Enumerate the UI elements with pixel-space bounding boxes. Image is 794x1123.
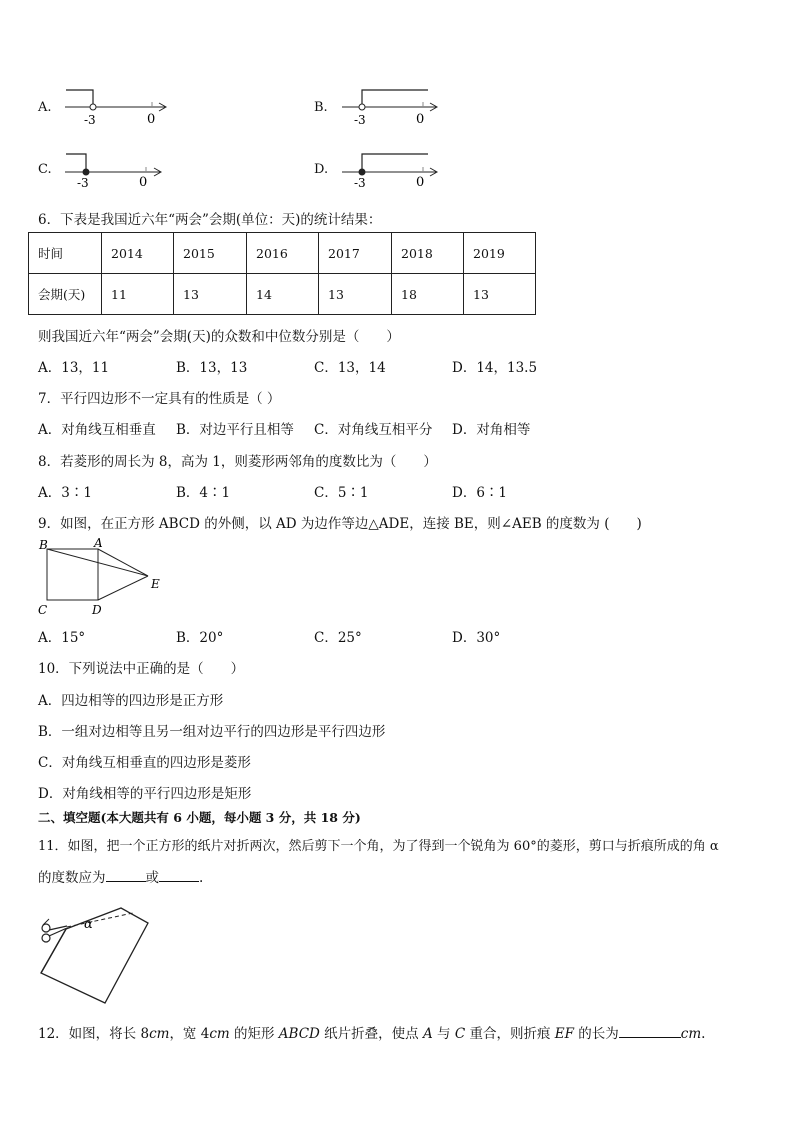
q12-text: ，宽 4: [169, 1026, 210, 1042]
angle-alpha-label: α: [84, 917, 93, 932]
table-row: [29, 274, 536, 315]
section-heading: 二、填空题(本大题共有 6 小题，每小题 3 分，共 18 分): [38, 810, 361, 825]
q11-line2-prefix: 的度数应为: [38, 870, 106, 886]
q7-option-d: D．对角相等: [452, 422, 531, 438]
table-cell: 13: [464, 274, 536, 315]
q12-text: 与: [432, 1026, 455, 1042]
table-cell: 2018: [392, 233, 464, 274]
q6-option-d: D．14，13.5: [452, 360, 538, 376]
scissors-icon: [42, 919, 67, 942]
q6-option-b: B．13，13: [176, 360, 248, 376]
q10-stem: 10．下列说法中正确的是（ ）: [38, 661, 245, 677]
table-row: [29, 233, 536, 274]
q6-option-a: A．13，11: [38, 360, 110, 376]
q12-text: .: [701, 1026, 706, 1042]
q11-folded-paper-figure: [33, 895, 158, 1010]
point-label-e: E: [151, 577, 160, 591]
q10-option-d: D．对角线相等的平行四边形是矩形: [38, 786, 252, 802]
q8-option-a: A．3∶1: [38, 485, 92, 501]
q7-option-c: C．对角线互相平分: [314, 422, 433, 438]
q12-unit: cm: [680, 1026, 702, 1042]
q9-option-d: D．30°: [452, 630, 501, 646]
q12-unit: cm: [209, 1026, 230, 1042]
q9-option-a: A．15°: [38, 630, 86, 646]
q12-rect-name: ABCD: [278, 1026, 320, 1042]
tick-label-right: 0: [147, 112, 156, 127]
answer-blank[interactable]: [619, 1025, 681, 1038]
q10-option-a: A．四边相等的四边形是正方形: [38, 693, 224, 709]
q5-option-d-letter: D.: [314, 162, 329, 177]
q11-line2-suffix: .: [199, 870, 204, 886]
q12-text: 12．如图，将长 8: [38, 1026, 150, 1042]
q8-option-c: C．5∶1: [314, 485, 369, 501]
q11-line2-mid: 或: [145, 870, 159, 886]
table-cell: 会期(天): [29, 274, 102, 315]
number-line-c: [60, 147, 175, 192]
q12-crease: EF: [554, 1026, 574, 1042]
q9-square-figure: [30, 534, 170, 620]
tick-label-right: 0: [416, 175, 425, 190]
q8-stem: 8．若菱形的周长为 8，高为 1，则菱形两邻角的度数比为（ ）: [38, 454, 437, 470]
q11-line1: 11．如图，把一个正方形的纸片对折两次，然后剪下一个角，为了得到一个锐角为 60°的菱形，剪口与折痕所成的角 α: [38, 839, 719, 854]
table-cell: 2019: [464, 233, 536, 274]
q12-point-c: C: [454, 1026, 466, 1042]
table-cell: 时间: [29, 233, 102, 274]
number-line-d: [338, 147, 448, 192]
table-cell: 13: [174, 274, 247, 315]
q9-option-c: C．25°: [314, 630, 362, 646]
tick-label-left: -3: [77, 176, 89, 190]
q7-option-a: A．对角线互相垂直: [38, 422, 156, 438]
answer-blank[interactable]: [159, 869, 199, 882]
q12-unit: cm: [149, 1026, 170, 1042]
table-cell: 2014: [102, 233, 174, 274]
closed-point: [359, 169, 365, 175]
q12-text: 重合，则折痕: [465, 1026, 555, 1042]
open-point: [90, 104, 96, 110]
q10-option-b: B．一组对边相等且另一组对边平行的四边形是平行四边形: [38, 724, 386, 740]
tick-label-right: 0: [416, 112, 425, 127]
q12-text: 的长为: [573, 1026, 619, 1042]
tick-label-right: 0: [139, 175, 148, 190]
cut-line: [67, 913, 133, 927]
point-label-c: C: [38, 603, 48, 617]
q6-question: 则我国近六年“两会”会期(天)的众数和中位数分别是（ ）: [38, 329, 400, 345]
table-cell: 11: [102, 274, 174, 315]
q11-line2: [38, 866, 203, 886]
tick-label-left: -3: [354, 113, 366, 127]
q12-point-a: A: [422, 1026, 433, 1042]
number-line-a: [60, 85, 175, 130]
answer-blank[interactable]: [106, 869, 146, 882]
point-label-b: B: [39, 538, 48, 552]
table-cell: 13: [319, 274, 392, 315]
q6-statistics-table: [28, 232, 536, 315]
table-cell: 2015: [174, 233, 247, 274]
q5-option-b-letter: B.: [314, 100, 328, 115]
q12-stem: [38, 1022, 705, 1042]
q12-text: 的矩形: [229, 1026, 279, 1042]
table-cell: 14: [247, 274, 319, 315]
table-cell: 18: [392, 274, 464, 315]
tick-label-left: -3: [354, 176, 366, 190]
q10-option-c: C．对角线互相垂直的四边形是菱形: [38, 755, 251, 771]
q7-option-b: B．对边平行且相等: [176, 422, 294, 438]
open-point: [359, 104, 365, 110]
q7-stem: 7．平行四边形不一定具有的性质是（ ）: [38, 391, 281, 407]
table-cell: 2016: [247, 233, 319, 274]
q6-stem: 6．下表是我国近六年“两会”会期(单位：天)的统计结果：: [38, 212, 382, 228]
q6-option-c: C．13，14: [314, 360, 386, 376]
q9-option-b: B．20°: [176, 630, 224, 646]
closed-point: [83, 169, 89, 175]
q12-text: 纸片折叠，使点: [319, 1026, 423, 1042]
q8-option-d: D．6∶1: [452, 485, 508, 501]
q5-option-c-letter: C.: [38, 162, 52, 177]
point-label-d: D: [92, 603, 102, 617]
point-label-a: A: [94, 536, 103, 550]
table-cell: 2017: [319, 233, 392, 274]
tick-label-left: -3: [84, 113, 96, 127]
q8-option-b: B．4∶1: [176, 485, 231, 501]
q9-stem: 9．如图，在正方形 ABCD 的外侧，以 AD 为边作等边△ADE，连接 BE，则∠AEB 的度数为 ( ): [38, 516, 642, 532]
number-line-b: [338, 85, 448, 130]
q5-option-a-letter: A.: [38, 100, 52, 115]
